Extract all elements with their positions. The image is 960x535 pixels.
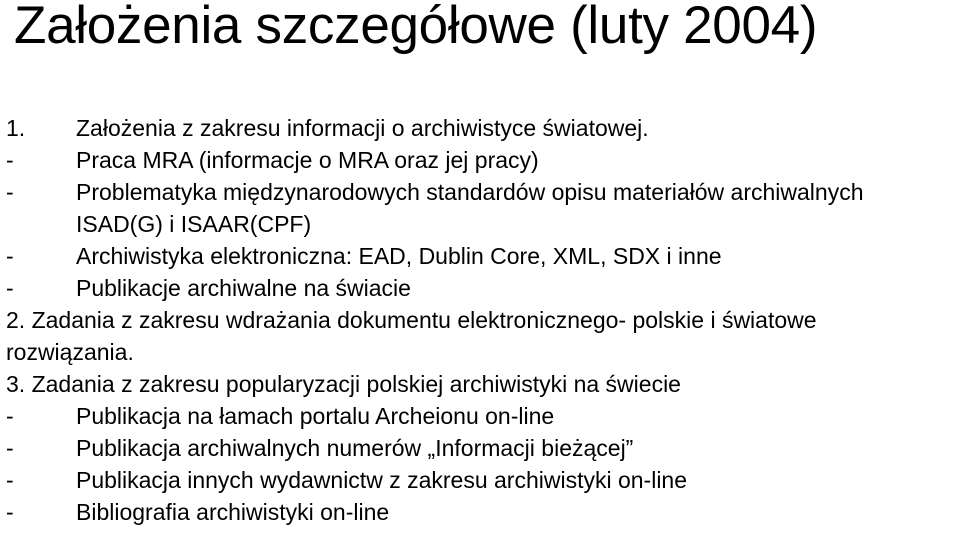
list-marker: 1. — [6, 115, 26, 141]
list-item — [0, 144, 960, 176]
list-item-body: Zadania z zakresu popularyzacji polskiej archiwistyki na świecie — [31, 371, 681, 397]
list-item-text: Publikacja archiwalnych numerów „Informacji bieżącej” — [76, 435, 634, 461]
list-item-text — [0, 368, 960, 400]
list-item — [0, 240, 960, 272]
list-item — [0, 272, 960, 304]
list-item — [0, 368, 960, 400]
list-item — [0, 496, 960, 528]
list-item-body: Zadania z zakresu wdrażania dokumentu elektronicznego- polskie i światowe rozwiązania. — [6, 307, 817, 365]
list-item-text: Praca MRA (informacje o MRA oraz jej pracy) — [76, 147, 539, 173]
list-marker: 2. — [6, 307, 26, 333]
slide-content — [0, 112, 960, 528]
list-item — [0, 432, 960, 464]
list-marker: - — [6, 275, 14, 301]
list-item-text: Publikacja innych wydawnictw z zakresu archiwistyki on-line — [76, 467, 688, 493]
list-marker: - — [6, 147, 14, 173]
list-item-text: Założenia z zakresu informacji o archiwistyce światowej. — [76, 115, 649, 141]
list-item — [0, 176, 960, 240]
list-item — [0, 400, 960, 432]
list-item — [0, 464, 960, 496]
list-item-text: Publikacja na łamach portalu Archeionu on-line — [76, 403, 555, 429]
list-item — [0, 304, 960, 368]
list-marker: - — [6, 435, 14, 461]
list-item-text: Problematyka międzynarodowych standardów opisu materiałów archiwalnych ISAD(G) i ISAAR(CPF) — [76, 179, 864, 237]
slide-title: Założenia szczegółowe (luty 2004) — [14, 0, 818, 55]
list-marker: - — [6, 499, 14, 525]
list-item-text: Publikacje archiwalne na świacie — [76, 275, 411, 301]
list-marker: - — [6, 243, 14, 269]
list-marker: - — [6, 179, 14, 205]
list-item-text: Archiwistyka elektroniczna: EAD, Dublin Core, XML, SDX i inne — [76, 243, 722, 269]
list-marker: - — [6, 467, 14, 493]
list-marker: 3. — [6, 371, 26, 397]
list-item — [0, 112, 960, 144]
list-marker: - — [6, 403, 14, 429]
list-item-text — [0, 304, 866, 368]
list-item-text: Bibliografia archiwistyki on-line — [76, 499, 390, 525]
